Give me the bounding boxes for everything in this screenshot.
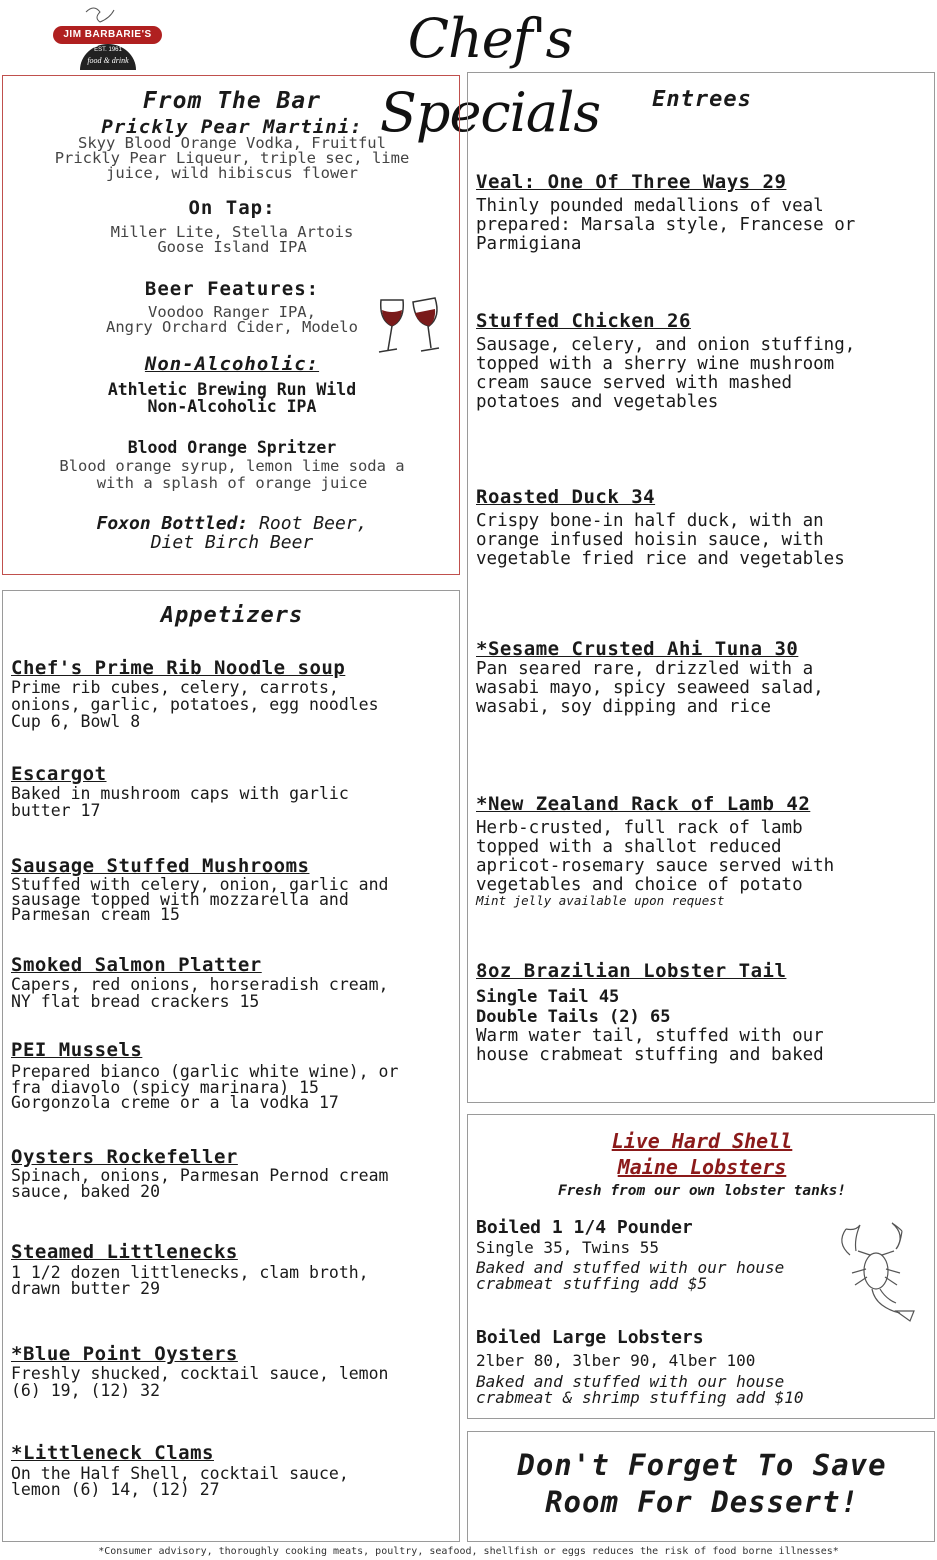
appetizer-item <box>11 1241 369 1297</box>
appetizer-desc: Prime rib cubes, celery, carrots, onions, garlic, potatoes, egg noodles Cup 6, Bowl 8 <box>11 678 379 731</box>
appetizer-desc: On the Half Shell, cocktail sauce, lemon (6) 14, (12) 27 <box>11 1464 349 1499</box>
appetizer-name: Chef's Prime Rib Noodle soup <box>11 657 346 679</box>
spritzer-title: Blood Orange Spritzer <box>127 438 337 457</box>
entrees-panel <box>467 72 935 1103</box>
logo-est: EST. 1961 <box>94 47 122 53</box>
entree-name: Veal: One Of Three Ways 29 <box>476 171 787 193</box>
entree-item <box>476 638 824 717</box>
appetizer-name: Steamed Littlenecks <box>11 1241 238 1263</box>
bar-title: From The Bar <box>142 88 322 114</box>
entree-item <box>476 171 855 254</box>
page-title: Chef's Specials <box>379 7 601 144</box>
entree-note: Mint jelly available upon request <box>476 893 725 908</box>
lobsters-title-2: Maine Lobsters <box>617 1155 787 1179</box>
wine-glasses-icon <box>371 294 451 358</box>
entree-price: Single Tail 45 <box>476 987 620 1007</box>
appetizers-panel <box>2 590 460 1542</box>
entree-name: Roasted Duck 34 <box>476 486 656 508</box>
entree-desc: Crispy bone-in half duck, with an orange infused hoisin sauce, with vegetable fried rice and vegetables <box>476 511 845 569</box>
appetizer-item <box>11 954 389 1010</box>
beer-title: Beer Features: <box>144 278 320 300</box>
appetizer-desc: Stuffed with celery, onion, garlic and sausage topped with mozzarella and Parmesan cream 15 <box>11 875 389 924</box>
appetizer-name: *Blue Point Oysters <box>11 1343 238 1365</box>
appetizer-desc: 1 1/2 dozen littlenecks, clam broth, drawn butter 29 <box>11 1263 369 1298</box>
appetizer-item <box>11 855 389 922</box>
lobsters-subtitle: Fresh from our own lobster tanks! <box>557 1183 847 1199</box>
footer-advisory: *Consumer advisory, thoroughly cooking meats, poultry, seafood, shellfish or eggs reduces the risk of food borne illnesses* <box>98 1546 839 1557</box>
entree-item <box>476 793 834 907</box>
appetizer-desc: Prepared bianco (garlic white wine), or fra diavolo (spicy marinara) 15 Gorgonzola creme or a la vodka 17 <box>11 1062 399 1112</box>
entree-desc: Herb-crusted, full rack of lamb topped with a shallot reduced apricot-rosemary sauce served with vegetables and choice of potato <box>476 818 835 895</box>
lobsters-panel <box>467 1114 935 1419</box>
foxon-desc: Root Beer, <box>259 513 368 534</box>
foxon <box>3 514 461 552</box>
appetizer-name: Escargot <box>11 763 107 785</box>
entree-name: Stuffed Chicken 26 <box>476 310 691 332</box>
entree-desc: Thinly pounded medallions of veal prepared: Marsala style, Francese or Parmigiana <box>476 196 856 254</box>
spritzer-desc: Blood orange syrup, lemon lime soda a with a splash of orange juice <box>59 457 405 492</box>
tap-title: On Tap: <box>188 197 276 219</box>
appetizer-desc: Capers, red onions, horseradish cream, NY flat bread crackers 15 <box>11 975 389 1011</box>
appetizer-desc: Freshly shucked, cocktail sauce, lemon (6) 19, (12) 32 <box>11 1364 389 1400</box>
entree-name: *Sesame Crusted Ahi Tuna 30 <box>476 638 799 660</box>
nonalc-title: Non-Alcoholic: <box>144 353 320 375</box>
entree-desc: Pan seared rare, drizzled with a wasabi mayo, spicy seaweed salad, wasabi, soy dipping and rice <box>476 659 824 717</box>
appetizer-item <box>11 657 379 730</box>
martini-desc: Skyy Blood Orange Vodka, Fruitful Prickly Pear Liqueur, triple sec, lime juice, wild hibiscus flower <box>54 134 410 182</box>
dessert-line-2: Room For Dessert! <box>545 1485 859 1519</box>
appetizers-title: Appetizers <box>160 603 304 628</box>
entree-item <box>476 486 845 569</box>
entree-item <box>476 310 855 412</box>
beer-desc: Voodoo Ranger IPA, Angry Orchard Cider, Modelo <box>106 303 358 336</box>
logo-tagline: food & drink <box>87 56 129 65</box>
appetizer-desc: Baked in mushroom caps with garlic butter 17 <box>11 784 349 820</box>
entree-desc: Sausage, celery, and onion stuffing, topped with a sherry wine mushroom cream sauce served with mashed potatoes and vegetables <box>476 335 856 412</box>
foxon-title: Foxon Bottled: <box>96 513 249 534</box>
logo <box>50 4 165 70</box>
appetizer-name: Sausage Stuffed Mushrooms <box>11 855 310 877</box>
entrees-title: Entrees <box>652 87 752 112</box>
lobster-icon <box>826 1219 926 1329</box>
dessert-line-1: Don't Forget To Save <box>517 1448 887 1482</box>
appetizer-name: *Littleneck Clams <box>11 1442 214 1464</box>
appetizer-item <box>11 763 349 819</box>
appetizer-item <box>11 1343 389 1399</box>
entree-name: *New Zealand Rack of Lamb 42 <box>476 793 811 815</box>
entree-item <box>476 960 824 1065</box>
appetizer-name: Oysters Rockefeller <box>11 1146 238 1168</box>
boiled-note: Baked and stuffed with our house crabmeat stuffing add $5 <box>476 1258 785 1293</box>
foxon-desc-2: Diet Birch Beer <box>150 532 314 553</box>
logo-name: JIM BARBARIE'S <box>63 29 152 40</box>
appetizer-name: Smoked Salmon Platter <box>11 954 262 976</box>
entree-desc: Warm water tail, stuffed with our house crabmeat stuffing and baked <box>476 1026 824 1065</box>
lobsters-title-1: Live Hard Shell <box>611 1129 793 1153</box>
appetizer-name: PEI Mussels <box>11 1039 143 1061</box>
entree-price: Double Tails (2) 65 <box>476 1007 671 1027</box>
appetizer-item <box>11 1146 389 1200</box>
martini-title: Prickly Pear Martini: <box>101 116 363 138</box>
boiled-price: Single 35, Twins 55 <box>476 1238 660 1257</box>
large-price: 2lber 80, 3lber 90, 4lber 100 <box>476 1351 756 1370</box>
entree-name: 8oz Brazilian Lobster Tail <box>476 960 787 982</box>
appetizer-item <box>11 1039 398 1111</box>
athletic-desc: Athletic Brewing Run Wild Non-Alcoholic IPA <box>107 380 357 416</box>
bar-panel <box>2 75 460 575</box>
dessert-panel <box>467 1431 935 1542</box>
boiled-title: Boiled 1 1/4 Pounder <box>476 1217 693 1238</box>
appetizer-desc: Spinach, onions, Parmesan Pernod cream sauce, baked 20 <box>11 1166 389 1201</box>
large-title: Boiled Large Lobsters <box>476 1327 704 1348</box>
large-note: Baked and stuffed with our house crabmeat & shrimp stuffing add $10 <box>476 1372 804 1407</box>
tap-desc: Miller Lite, Stella Artois Goose Island IPA <box>110 223 354 256</box>
appetizer-item <box>11 1442 349 1497</box>
